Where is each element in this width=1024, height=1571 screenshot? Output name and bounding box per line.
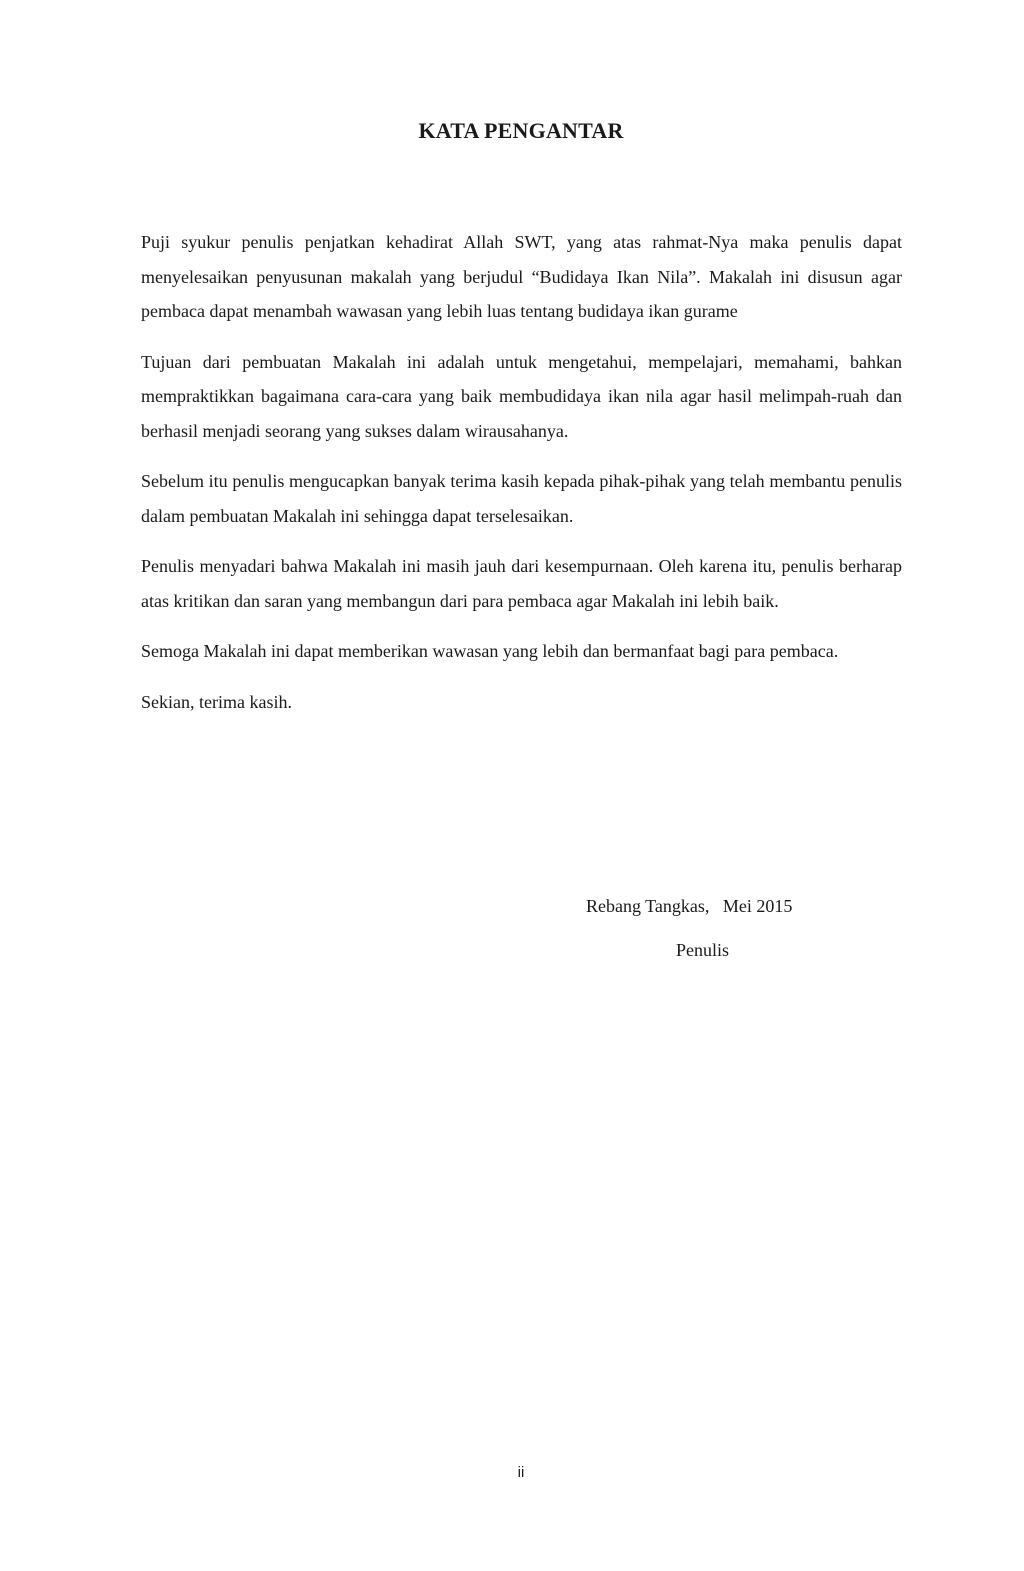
signature-author: Penulis <box>676 940 730 960</box>
paragraph-1: Puji syukur penulis penjatkan kehadirat Allah SWT, yang atas rahmat-Nya maka penulis dapat menyelesaikan penyusunan makalah yang berjudul “Budidaya Ikan Nila”. Makalah ini disusun agar pembaca dapat menambah wawasan yang lebih luas tentang budidaya ikan gurame <box>141 232 902 321</box>
paragraph-2: Tujuan dari pembuatan Makalah ini adalah untuk mengetahui, mempelajari, memahami, bahkan mempraktikkan bagaimana cara-cara yang baik membudidaya ikan nila agar hasil melimpah-ruah dan berhasil menjadi seorang yang sukses dalam wirausahanya. <box>141 351 902 441</box>
page-title: KATA PENGANTAR <box>418 118 624 143</box>
paragraph-6: Sekian, terima kasih. <box>141 691 292 712</box>
paragraph-3: Sebelum itu penulis mengucapkan banyak terima kasih kepada pihak-pihak yang telah membantu penulis dalam pembuatan Makalah ini sehingga dapat terselesaikan. <box>141 471 902 526</box>
page-number: ii <box>517 1464 525 1481</box>
paragraph-4: Penulis menyadari bahwa Makalah ini masih jauh dari kesempurnaan. Oleh karena itu, penulis berharap atas kritikan dan saran yang membangun dari para pembaca agar Makalah ini lebih baik. <box>141 556 902 611</box>
signature-place-date: Rebang Tangkas, Mei 2015 <box>586 896 793 916</box>
paragraph-5: Semoga Makalah ini dapat memberikan wawasan yang lebih dan bermanfaat bagi para pembaca. <box>141 641 839 661</box>
body-text <box>141 225 902 735</box>
signature-block <box>586 890 846 966</box>
